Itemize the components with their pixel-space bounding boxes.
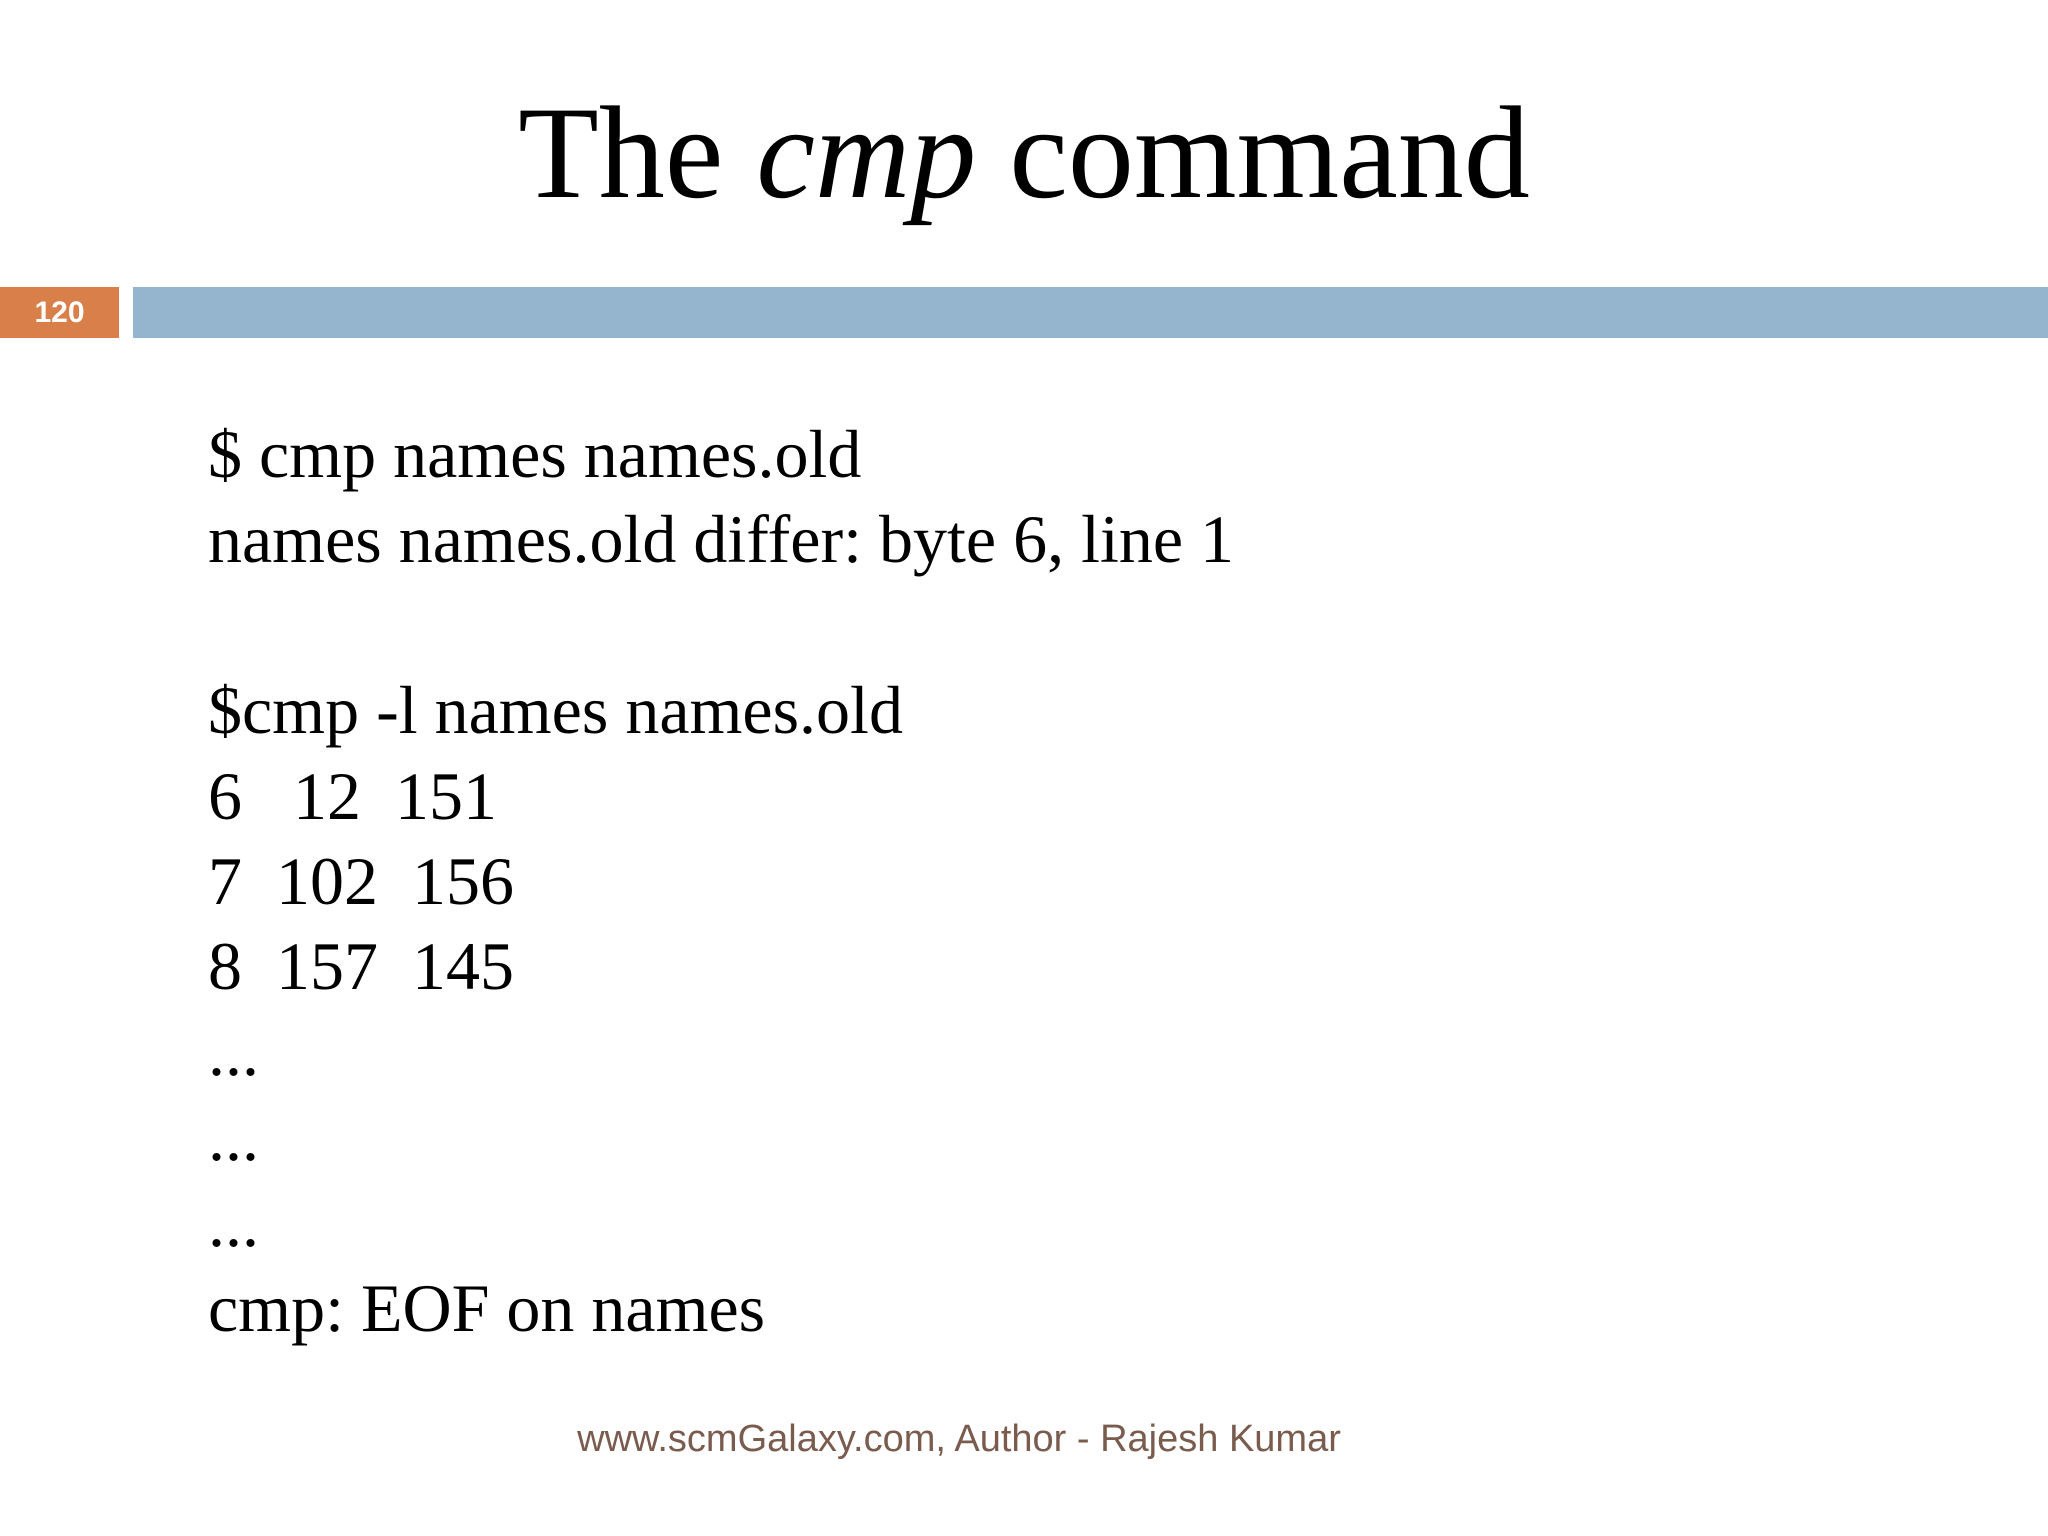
ellipsis-line: ... <box>208 1099 259 1176</box>
title-suffix: command <box>976 79 1530 226</box>
ellipsis-line: ... <box>208 1184 259 1261</box>
output-line: 6 12 151 <box>208 757 497 834</box>
output-line: 7 102 156 <box>208 842 514 919</box>
blank-line <box>208 583 1908 668</box>
output-line: 8 157 145 <box>208 928 514 1005</box>
title-prefix: The <box>518 79 757 226</box>
title-command-name: cmp <box>756 79 977 226</box>
output-line: cmp: EOF on names <box>208 1269 766 1346</box>
command-line: $ cmp names names.old <box>208 416 862 492</box>
header-divider-bar <box>133 287 2048 338</box>
ellipsis-line: ... <box>208 1013 259 1090</box>
slide-title <box>0 78 2048 228</box>
output-line: names names.old differ: byte 6, line 1 <box>208 501 1235 578</box>
slide-content <box>208 412 1908 1351</box>
command-line: $cmp -l names names.old <box>208 672 903 749</box>
slide-footer: www.scmGalaxy.com, Author - Rajesh Kumar <box>577 1418 1341 1460</box>
slide-number-badge: 120 <box>0 287 119 338</box>
